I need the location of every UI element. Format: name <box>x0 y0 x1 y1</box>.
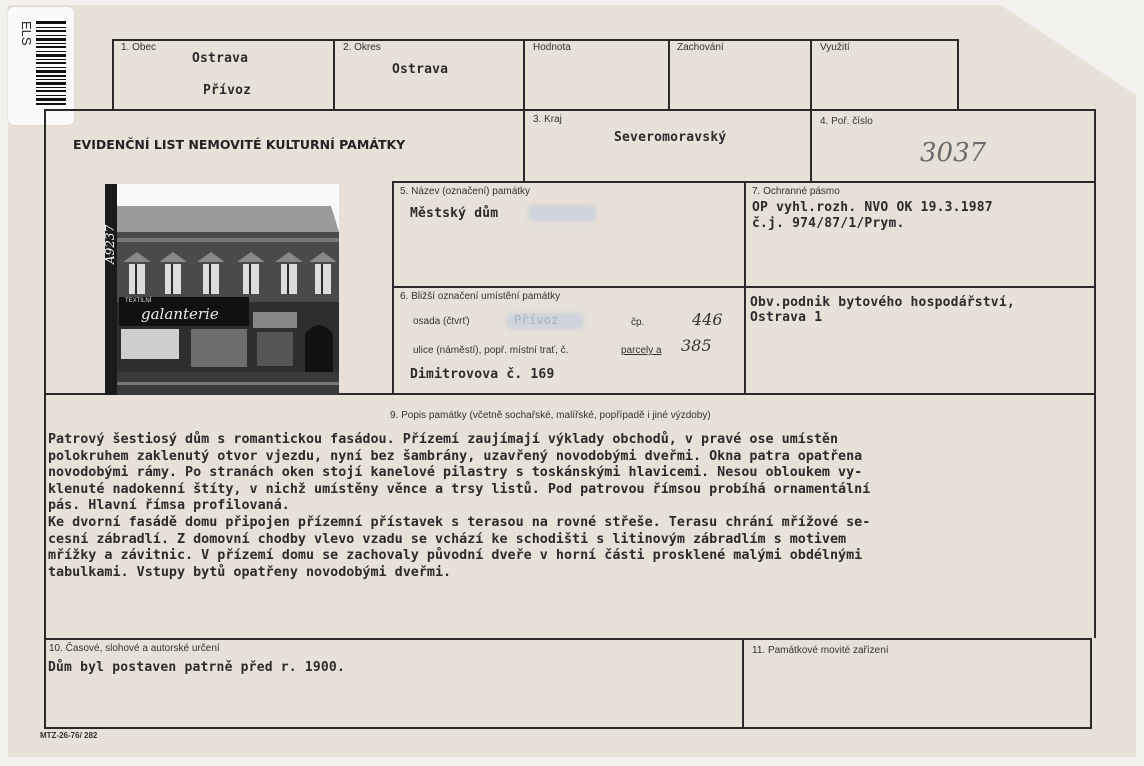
shop-sign: galanterie <box>141 305 219 323</box>
popis-line: Ke dvorní fasádě domu připojen přízemní přístavek s terasou na rovné střeše. Terasu chrání mřížové se- <box>48 514 871 530</box>
barcode-label <box>8 7 74 125</box>
parcela-value: 385 <box>681 336 712 355</box>
form-title: EVIDENČNÍ LIST NEMOVITÉ KULTURNÍ PAMÁTKY <box>73 137 406 152</box>
umisteni-label: 6. Bližší označení umístění památky <box>400 291 561 302</box>
hodnota-label: Hodnota <box>533 42 571 53</box>
okres-label: 2. Okres <box>343 42 381 53</box>
photo-side-number: A9237 <box>103 224 117 264</box>
ulice-value: Dimitrovova č. 169 <box>410 367 555 382</box>
spravce-line1: Obv.podnik bytového hospodářství, <box>750 295 1015 310</box>
grid-line <box>44 638 1092 640</box>
redacted-mark <box>528 205 596 222</box>
barcode-icon <box>36 21 66 107</box>
movite-label: 11. Památkové movité zařízení <box>752 645 889 656</box>
shop-sign-top: TEXTILNÍ <box>125 298 152 304</box>
por-cislo-value: 3037 <box>920 138 987 168</box>
osada-label: osada (čtvrť) <box>413 316 470 327</box>
ochranne-pasmo-line1: OP vyhl.rozh. NVO OK 19.3.1987 <box>752 200 993 215</box>
casove-value: Dům byl postaven patrně před r. 1900. <box>48 660 345 675</box>
nazev-value: Městský dům <box>410 206 499 221</box>
ochranne-pasmo-label: 7. Ochranné pásmo <box>752 186 840 197</box>
popis-line: pás. Hlavní římsa profilovaná. <box>48 498 290 514</box>
grid-line <box>810 39 812 181</box>
grid-line <box>44 109 1096 111</box>
popis-line: mřížky a závitnic. V přízemí domu se zachovaly původní dveře v horní části prosklené malými obdélnými <box>48 548 863 564</box>
obec-label: 1. Obec <box>121 42 157 53</box>
parcela-label: parcely a <box>621 345 662 356</box>
grid-line <box>1090 638 1092 728</box>
grid-line <box>333 39 335 109</box>
cp-label: čp. <box>631 317 645 328</box>
grid-line <box>668 39 670 109</box>
zachovani-label: Zachování <box>677 42 724 53</box>
grid-line <box>112 39 958 41</box>
grid-line <box>44 727 1092 729</box>
ulice-label: ulice (náměstí), popř. místní trať, č. <box>413 345 569 356</box>
grid-line <box>392 181 394 393</box>
popis-line: polokruhem zaklenutý otvor vjezdu, nyní bez šambrány, uzavřený novodobými dveřmi. Okna patra opatřena <box>48 448 863 464</box>
popis-line: tabulkami. Vstupy bytů opatřeny novodobými dveřmi. <box>48 564 452 580</box>
spravce-line2: Ostrava 1 <box>750 310 823 325</box>
popis-line: novodobými rámy. Po stranách oken stojí kanelové pilastry s toskánskými hlavicemi. Nesou obloukem vy- <box>48 465 863 481</box>
popis-label: 9. Popis památky (včetně sochařské, malířské, popřípadě i jiné výzdoby) <box>390 410 711 421</box>
grid-line <box>523 39 525 181</box>
building-photo <box>105 184 339 395</box>
grid-line <box>957 39 959 109</box>
grid-line <box>112 39 114 109</box>
grid-line <box>742 638 744 728</box>
popis-line: Patrový šestiosý dům s romantickou fasádou. Přízemí zaujímají výklady obchodů, v pravé ose umístěn <box>48 432 839 447</box>
form-code: MTZ-26-76/ 282 <box>40 731 98 740</box>
osada-value: Přívoz <box>514 313 559 327</box>
obec-value: Ostrava <box>192 51 249 66</box>
nazev-label: 5. Název (označení) památky <box>400 186 531 197</box>
okres-value: Ostrava <box>392 62 449 77</box>
building-photo-image <box>105 184 339 395</box>
vyuziti-label: Využití <box>820 42 850 53</box>
cp-value: 446 <box>692 310 723 329</box>
popis-line: klenuté nadokenní štíty, v nichž umístěny věnce a trsy listů. Pod patrovou římsou probíhá ornamentální <box>48 481 871 497</box>
grid-line <box>44 109 46 729</box>
side-tag: ELS <box>19 21 34 46</box>
ochranne-pasmo-line2: č.j. 974/87/1/Prym. <box>752 216 905 231</box>
grid-line <box>744 181 746 393</box>
casove-label: 10. Časové, slohové a autorské určení <box>49 643 220 654</box>
popis-line: cesní zábradlí. Z domovní chodby vlevo vzadu se vchází ke schodišti s litinovým zábradlím s motivem <box>48 531 847 547</box>
por-cislo-label: 4. Poř. číslo <box>820 116 873 127</box>
kraj-value: Severomoravský <box>614 130 727 145</box>
kraj-label: 3. Kraj <box>533 114 562 125</box>
obec-value-2: Přívoz <box>203 83 252 98</box>
popis-text <box>48 432 1098 581</box>
